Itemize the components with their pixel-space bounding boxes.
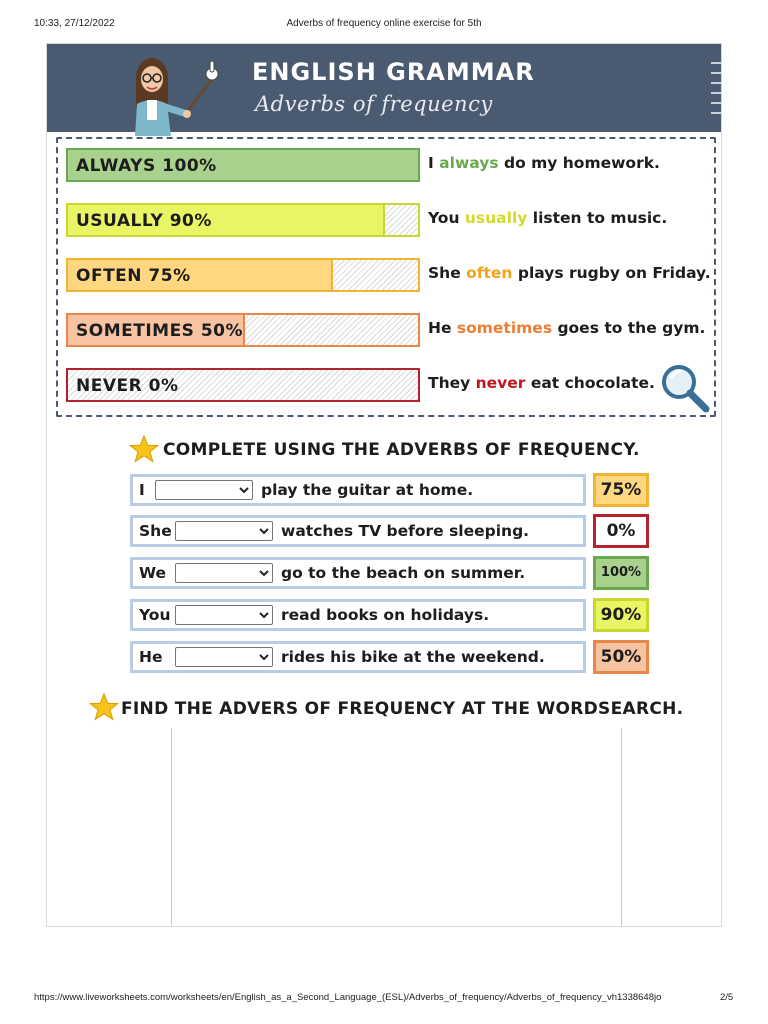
frequency-percent-badge: 50% [593, 640, 649, 674]
highlighted-adverb: always [439, 154, 499, 172]
wordsearch-title: FIND THE ADVERS OF FREQUENCY AT THE WORDSEARCH. [121, 699, 684, 719]
adverb-dropdown[interactable] [175, 563, 273, 583]
adverb-dropdown[interactable] [175, 605, 273, 625]
magnifier-icon [659, 362, 711, 414]
print-url: https://www.liveworksheets.com/worksheets/en/English_as_a_Second_Language_(ESL)/Adverbs_of_frequency/Adverbs_of_frequency_vh1338648jo [34, 992, 662, 1003]
example-sentence [428, 264, 711, 282]
frequency-percent-badge: 100% [593, 556, 649, 590]
sentence-end: plays rugby on Friday. [512, 264, 711, 282]
print-timestamp: 10:33, 27/12/2022 [34, 18, 115, 29]
exercise-row [130, 515, 586, 547]
sentence-rest: play the guitar at home. [261, 481, 474, 499]
header-banner [47, 44, 721, 132]
exercise-row [130, 641, 586, 673]
sentence-rest: watches TV before sleeping. [281, 522, 530, 540]
star-icon [89, 692, 119, 722]
sentence-rest: rides his bike at the weekend. [281, 648, 545, 666]
frequency-label: NEVER 0% [76, 376, 179, 396]
adverb-dropdown[interactable] [155, 480, 253, 500]
sentence-start: I [428, 154, 440, 172]
highlighted-adverb: usually [464, 209, 528, 227]
adverb-row [66, 258, 716, 296]
sentence-subject: I [139, 481, 145, 499]
sentence-subject: We [139, 564, 167, 582]
frequency-bar [66, 203, 420, 237]
adverb-row [66, 148, 716, 186]
frequency-label: USUALLY 90% [76, 211, 212, 231]
frequency-bar [66, 313, 420, 347]
exercise-row [130, 599, 586, 631]
frequency-percent-badge: 90% [593, 598, 649, 632]
print-page-number: 2/5 [720, 992, 734, 1003]
sentence-start: She [428, 264, 467, 282]
example-sentence [428, 374, 655, 392]
sentence-subject: She [139, 522, 172, 540]
exercise-row [130, 557, 586, 589]
sentence-rest: go to the beach on summer. [281, 564, 526, 582]
sentence-subject: He [139, 648, 163, 666]
sentence-start: They [428, 374, 476, 392]
sentence-end: do my homework. [498, 154, 660, 172]
adverb-row [66, 313, 716, 351]
print-title: Adverbs of frequency online exercise for 5th [286, 18, 482, 29]
frequency-percent-badge: 75% [593, 473, 649, 507]
highlighted-adverb: often [466, 264, 513, 282]
adverb-row [66, 203, 716, 241]
adverb-dropdown[interactable] [175, 647, 273, 667]
example-sentence [428, 154, 660, 172]
sentence-end: listen to music. [527, 209, 668, 227]
exercise-row [130, 474, 586, 506]
highlighted-adverb: sometimes [456, 319, 553, 337]
example-sentence [428, 319, 705, 337]
frequency-bar [66, 258, 420, 292]
sentence-end: goes to the gym. [552, 319, 706, 337]
frequency-label: SOMETIMES 50% [76, 321, 244, 341]
sentence-start: He [428, 319, 457, 337]
frequency-percent-badge: 0% [593, 514, 649, 548]
frequency-label: ALWAYS 100% [76, 156, 217, 176]
banner-subtitle: Adverbs of frequency [255, 92, 493, 116]
teacher-avatar [127, 52, 237, 136]
sentence-end: eat chocolate. [525, 374, 655, 392]
star-icon [129, 434, 159, 464]
frequency-bar [66, 368, 420, 402]
sentence-start: You [428, 209, 465, 227]
print-header [0, 6, 768, 29]
banner-title: ENGLISH GRAMMAR [252, 58, 535, 86]
sentence-rest: read books on holidays. [281, 606, 490, 624]
highlighted-adverb: never [475, 374, 526, 392]
exercise-title: COMPLETE USING THE ADVERBS OF FREQUENCY. [163, 440, 640, 460]
wordsearch-area[interactable] [171, 728, 622, 926]
frequency-label: OFTEN 75% [76, 266, 191, 286]
sentence-subject: You [139, 606, 171, 624]
adverb-row [66, 368, 716, 406]
frequency-bar [66, 148, 420, 182]
example-sentence [428, 209, 667, 227]
worksheet-page [47, 44, 721, 926]
adverb-dropdown[interactable] [175, 521, 273, 541]
